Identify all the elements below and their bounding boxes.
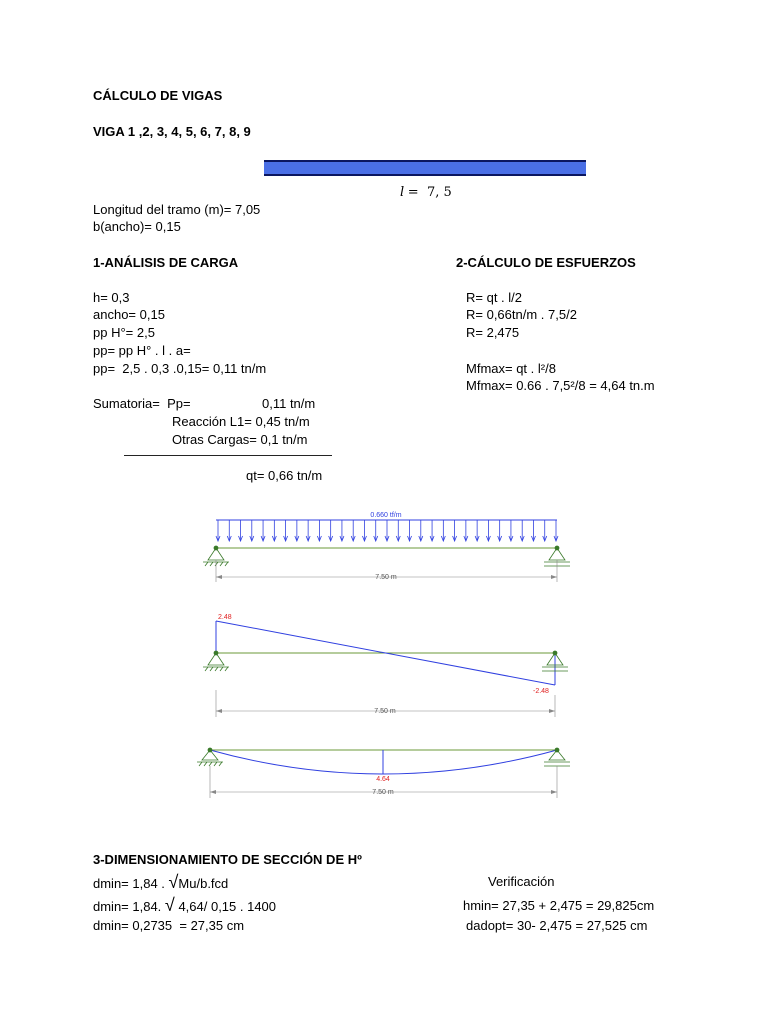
other-loads-line: Otras Cargas= 0,1 tn/m <box>172 432 308 447</box>
sum-pp: 0,11 tn/m <box>262 396 316 411</box>
reaction-line: Reacción L1= 0,45 tn/m <box>172 414 310 429</box>
section1-line: h= 0,3 <box>93 290 130 305</box>
support-right-icon <box>544 748 570 766</box>
width-line: b(ancho)= 0,15 <box>93 219 181 234</box>
dmin-result-line: dmin= 0,2735 = 27,35 cm <box>93 918 245 933</box>
section2-line: R= 2,475 <box>466 325 520 340</box>
span-label: 7.50 m <box>374 708 396 715</box>
dmin-values-lhs: dmin= 1,84. <box>93 899 162 914</box>
section1-heading: 1-ANÁLISIS DE CARGA <box>93 255 239 270</box>
section1-line: pp H°= 2,5 <box>93 325 155 340</box>
span-label: 7.50 m <box>375 574 397 581</box>
beams-heading: VIGA 1 ,2, 3, 4, 5, 6, 7, 8, 9 <box>93 124 251 139</box>
span-label: 7.50 m <box>372 789 394 796</box>
dmin-values-line <box>93 897 276 915</box>
section2-line: R= 0,66tn/m . 7,5/2 <box>466 307 577 322</box>
sum-divider: ———————————————— <box>124 447 332 462</box>
dmin-values-rhs: 4,64/ 0,15 . 1400 <box>178 899 277 914</box>
beam-length-symbol: l <box>400 185 405 200</box>
section1-line: pp= pp H° . l . a= <box>93 343 191 358</box>
shear-left-value: 2.48 <box>218 614 232 621</box>
verification-line: hmin= 27,35 + 2,475 = 29,825cm <box>463 898 655 913</box>
dmin-formula-lhs: dmin= 1,84 . <box>93 876 165 891</box>
shear-right-value: -2.48 <box>533 688 549 695</box>
section1-line: pp= 2,5 . 0,3 .0,15= 0,11 tn/m <box>93 361 267 376</box>
dmin-formula-line <box>93 874 228 892</box>
dmin-formula-rhs: Mu/b.fcd <box>178 876 229 891</box>
section2-line: Mfmax= 0.66 . 7,5²/8 = 4,64 tn.m <box>466 378 655 393</box>
verification-line: dadopt= 30- 2,475 = 27,525 cm <box>466 918 648 933</box>
section2-line: R= qt . l/2 <box>466 290 522 305</box>
length-line: Longitud del tramo (m)= 7,05 <box>93 202 261 217</box>
section3-heading: 3-DIMENSIONAMIENTO DE SECCIÓN DE Hº <box>93 852 362 867</box>
support-left-icon <box>197 748 223 766</box>
page-title: CÁLCULO DE VIGAS <box>93 88 223 103</box>
verification-heading: Verificación <box>488 874 555 889</box>
sqrt-icon: √ <box>164 895 175 915</box>
load-label: 0.660 tf/m <box>370 512 402 519</box>
sqrt-icon: √ <box>168 872 179 892</box>
sum-label: Sumatoria= Pp= <box>93 396 191 411</box>
section1-line: ancho= 0,15 <box>93 307 165 322</box>
moment-mid-value: 4.64 <box>376 776 390 783</box>
beam-length-value: = 7, 5 <box>407 185 452 200</box>
total-load: qt= 0,66 tn/m <box>246 468 323 483</box>
section2-heading: 2-CÁLCULO DE ESFUERZOS <box>456 255 636 270</box>
section2-line: Mfmax= qt . l²/8 <box>466 361 556 376</box>
